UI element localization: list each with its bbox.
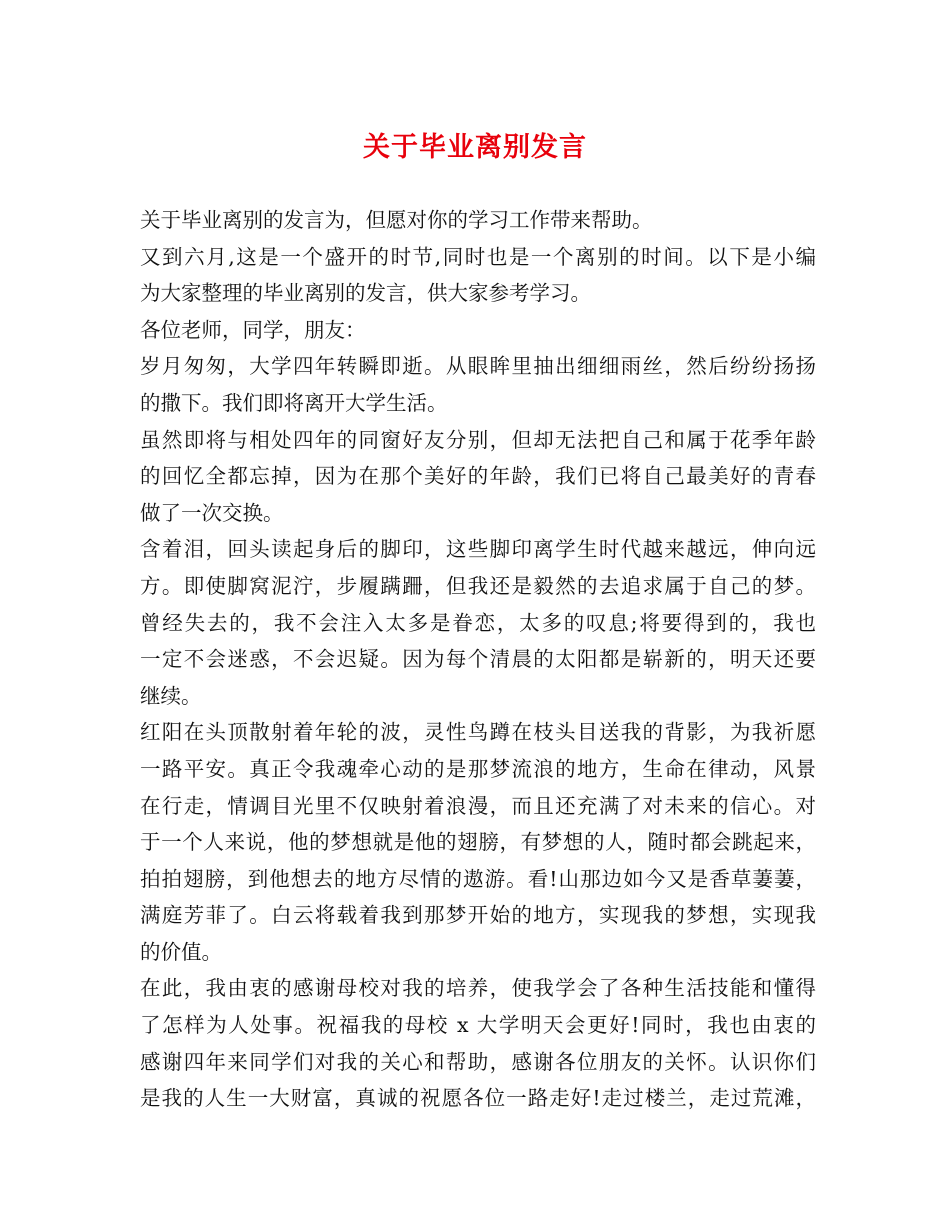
text-line: 拍拍翅膀，到他想去的地方尽情的遨游。看!山那边如今又是香草萋萋，	[140, 866, 816, 891]
text-line: 做了一次交换。	[140, 500, 284, 525]
text-line: 红阳在头顶散射着年轮的波，灵性鸟蹲在枝头目送我的背影，为我祈愿	[140, 720, 816, 745]
text-line: 的撒下。我们即将离开大学生活。	[140, 390, 448, 415]
text-line: 的回忆全都忘掉，因为在那个美好的年龄，我们已将自己最美好的青春	[140, 464, 816, 489]
text-line: 的价值。	[140, 939, 222, 964]
text-line: 在此，我由衷的感谢母校对我的培养，使我学会了各种生活技能和懂得	[140, 976, 816, 1001]
text-line: 一定不会迷惑，不会迟疑。因为每个清晨的太阳都是崭新的，明天还要	[140, 647, 816, 672]
text-line: 为大家整理的毕业离别的发言，供大家参考学习。	[140, 281, 591, 306]
text-line: 是我的人生一大财富，真诚的祝愿各位一路走好!走过楼兰，走过荒滩，	[140, 1086, 816, 1111]
text-line: 方。即使脚窝泥泞，步履蹒跚，但我还是毅然的去追求属于自己的梦。	[140, 573, 816, 598]
text-line: 各位老师，同学，朋友：	[140, 317, 366, 342]
text-line: 关于毕业离别的发言为，但愿对你的学习工作带来帮助。	[140, 208, 653, 232]
text-line: 又到六月,这是一个盛开的时节,同时也是一个离别的时间。以下是小编	[140, 244, 816, 269]
text-line: 虽然即将与相处四年的同窗好友分别，但却无法把自己和属于花季年龄	[140, 427, 816, 452]
text-line: 了怎样为人处事。祝福我的母校 x 大学明天会更好!同时，我也由衷的	[140, 1013, 816, 1038]
text-line: 曾经失去的，我不会注入太多是眷恋，太多的叹息;将要得到的，我也	[140, 610, 816, 635]
text-line: 继续。	[140, 683, 202, 708]
text-line: 含着泪，回头读起身后的脚印，这些脚印离学生时代越来越远，伸向远	[140, 537, 816, 562]
document-body	[140, 202, 816, 1117]
document-title: 关于毕业离别发言	[363, 132, 587, 163]
text-line: 于一个人来说，他的梦想就是他的翅膀，有梦想的人，随时都会跳起来，	[140, 830, 816, 855]
text-line: 感谢四年来同学们对我的关心和帮助，感谢各位朋友的关怀。认识你们	[140, 1049, 816, 1074]
text-line: 一路平安。真正令我魂牵心动的是那梦流浪的地方，生命在律动，风景	[140, 756, 816, 781]
text-line: 在行走，情调目光里不仅映射着浪漫，而且还充满了对未来的信心。对	[140, 793, 816, 818]
text-line: 满庭芳菲了。白云将载着我到那梦开始的地方，实现我的梦想，实现我	[140, 903, 816, 928]
text-line: 岁月匆匆，大学四年转瞬即逝。从眼眸里抽出细细雨丝，然后纷纷扬扬	[140, 354, 816, 379]
